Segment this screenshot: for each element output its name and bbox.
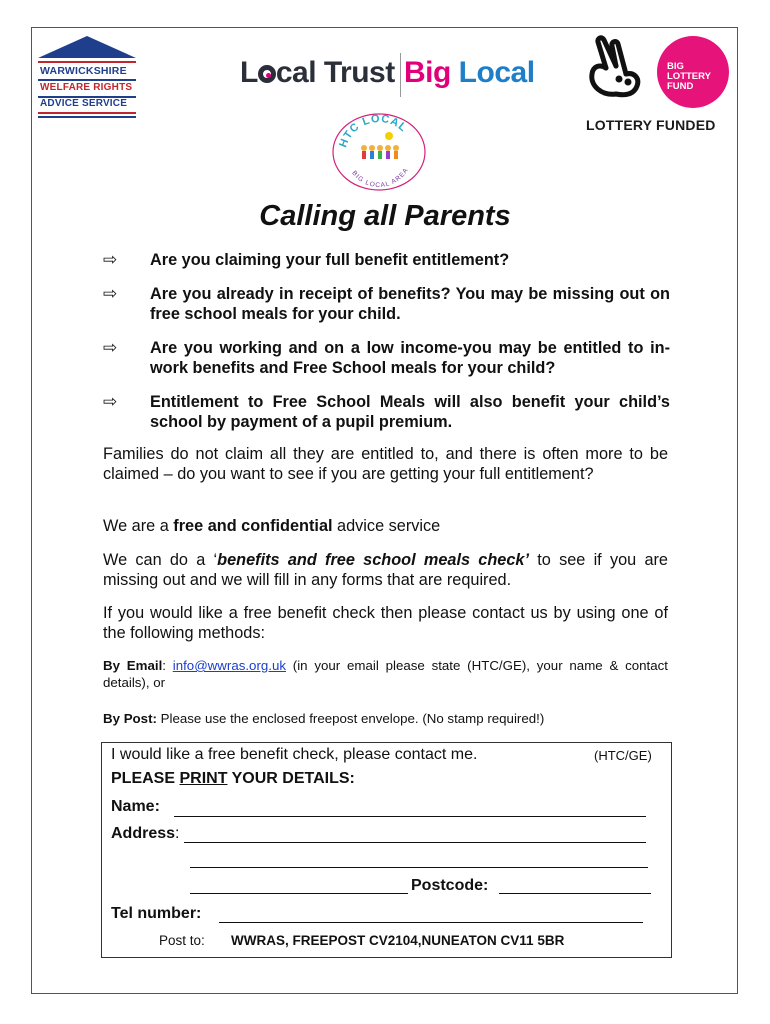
post-method: By Post: Please use the enclosed freepost envelope. (No stamp required!) bbox=[103, 711, 545, 726]
roof-shape bbox=[38, 36, 136, 58]
name-field[interactable] bbox=[174, 816, 646, 817]
email-method: By Email: info@wwras.org.uk (in your email please state (HTC/GE), your name & contact details), or bbox=[103, 658, 668, 690]
arrow-right-icon: ⇨ bbox=[103, 338, 118, 357]
question-list bbox=[103, 250, 670, 446]
big-local-logo: Big Local bbox=[404, 56, 535, 89]
tel-label: Tel number: bbox=[111, 905, 202, 922]
big-lottery-fund-logo: BIG LOTTERY FUND bbox=[657, 36, 729, 108]
postcode-label: Postcode: bbox=[411, 877, 489, 894]
list-item: ⇨ Are you working and on a low income-you may be entitled to in-work benefits and Free School meals for your child? bbox=[103, 338, 670, 377]
htc-local-badge bbox=[331, 112, 427, 192]
details-form bbox=[101, 742, 672, 958]
arrow-right-icon: ⇨ bbox=[103, 284, 118, 303]
contact-paragraph: If you would like a free benefit check then please contact us by using one of the following methods: bbox=[103, 604, 668, 642]
post-to-address: WWRAS, FREEPOST CV2104,NUNEATON CV11 5BR bbox=[231, 933, 565, 948]
address-field-3[interactable] bbox=[190, 893, 408, 894]
arrow-right-icon: ⇨ bbox=[103, 250, 118, 269]
address-label: Address: bbox=[111, 825, 180, 842]
tel-field[interactable] bbox=[219, 922, 643, 923]
post-to-label: Post to: bbox=[159, 933, 205, 948]
badge-top-text: HTC LOCAL bbox=[337, 112, 410, 150]
local-trust-logo: L cal Trust bbox=[240, 56, 395, 90]
lottery-funded-label: LOTTERY FUNDED bbox=[586, 117, 716, 133]
crossed-fingers-icon bbox=[582, 34, 652, 109]
wwras-logo bbox=[38, 36, 136, 122]
families-paragraph: Families do not claim all they are entitled to, and there is often more to be claimed – do you want to see if you are getting your full entitlement? bbox=[103, 445, 668, 483]
list-item: ⇨ Are you claiming your full benefit entitlement? bbox=[103, 250, 510, 269]
address-field-1[interactable] bbox=[184, 842, 646, 843]
form-intro: I would like a free benefit check, please contact me. bbox=[111, 746, 478, 763]
address-field-2[interactable] bbox=[190, 867, 648, 868]
pink-dot-icon bbox=[258, 65, 276, 83]
name-label: Name: bbox=[111, 798, 160, 815]
check-paragraph: We can do a ‘benefits and free school meals check’ to see if you are missing out and we will fill in any forms that are required. bbox=[103, 551, 668, 589]
wwras-line-3: ADVICE SERVICE bbox=[40, 98, 128, 109]
email-link[interactable]: info@wwras.org.uk bbox=[172, 658, 287, 673]
page-title: Calling all Parents bbox=[259, 200, 511, 232]
print-instruction: PLEASE PRINT YOUR DETAILS: bbox=[111, 770, 355, 787]
form-code: (HTC/GE) bbox=[594, 748, 652, 763]
wwras-line-2: WELFARE RIGHTS bbox=[40, 82, 133, 93]
wwras-line-1: WARWICKSHIRE bbox=[40, 65, 127, 77]
postcode-field[interactable] bbox=[499, 893, 651, 894]
list-item: ⇨ Are you already in receipt of benefits? You may be missing out on free school meals for your child. bbox=[103, 284, 670, 323]
logo-divider bbox=[400, 53, 401, 97]
arrow-right-icon: ⇨ bbox=[103, 392, 118, 411]
badge-bottom-text: BIG LOCAL AREA bbox=[350, 166, 411, 190]
free-confidential-paragraph: We are a free and confidential advice service bbox=[103, 517, 441, 535]
list-item: ⇨ Entitlement to Free School Meals will also benefit your child’s school by payment of a pupil premium. bbox=[103, 392, 670, 431]
